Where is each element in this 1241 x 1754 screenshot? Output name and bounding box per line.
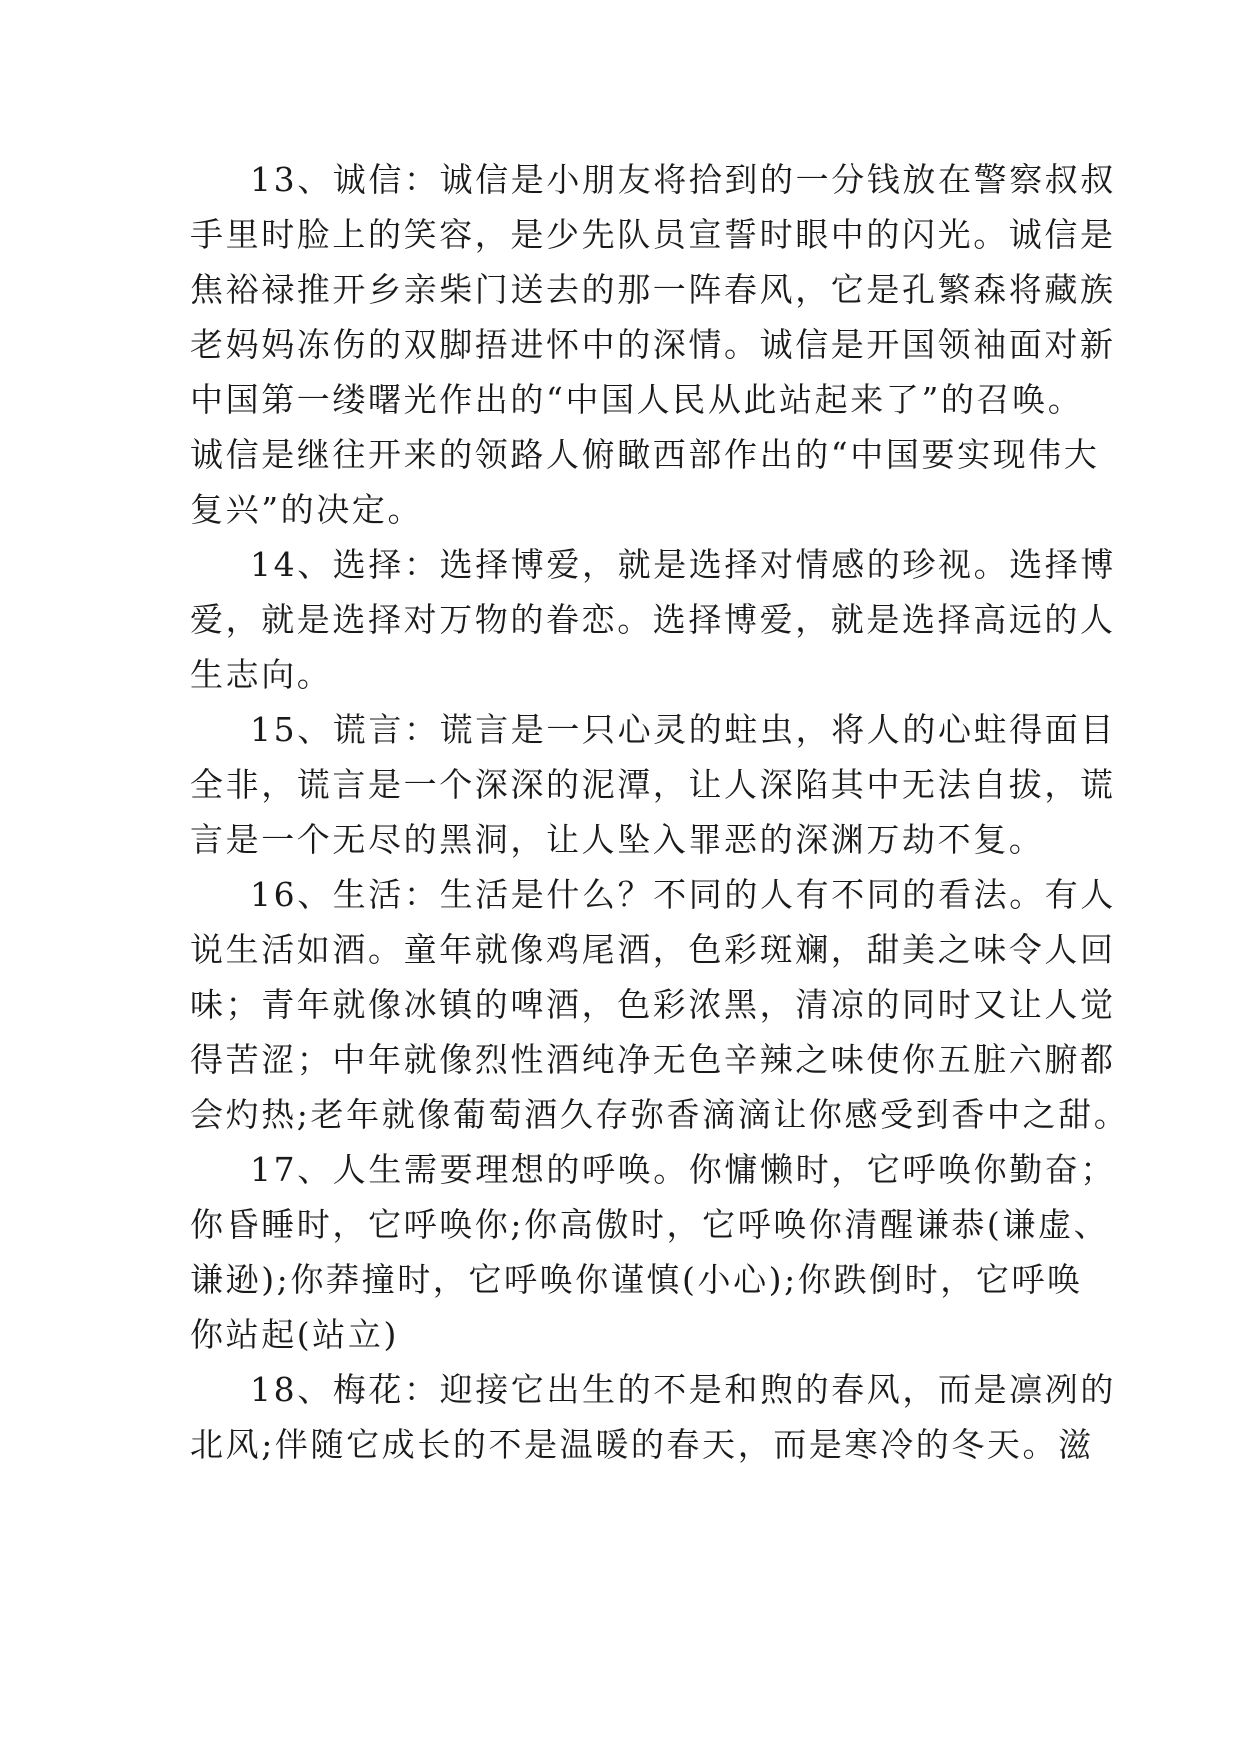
paragraph-15-line-1: 15、谎言：谎言是一只心灵的蛀虫，将人的心蛀得面目 bbox=[250, 710, 1116, 749]
paragraph-16-line-2: 说生活如酒。童年就像鸡尾酒，色彩斑斓，甜美之味令人回 bbox=[190, 930, 1116, 969]
paragraph-16-line-1: 16、生活：生活是什么？不同的人有不同的看法。有人 bbox=[250, 875, 1116, 914]
paragraph-13-line-6: 诚信是继往开来的领路人俯瞰西部作出的“中国要实现伟大 bbox=[190, 435, 1100, 474]
paragraph-13-line-2: 手里时脸上的笑容，是少先队员宣誓时眼中的闪光。诚信是 bbox=[190, 215, 1116, 254]
paragraph-15-line-3: 言是一个无尽的黑洞，让人坠入罪恶的深渊万劫不复。 bbox=[190, 820, 1045, 859]
paragraph-16-line-5: 会灼热;老年就像葡萄酒久存弥香滴滴让你感受到香中之甜。 bbox=[190, 1095, 1130, 1134]
paragraph-13-line-1: 13、诚信：诚信是小朋友将拾到的一分钱放在警察叔叔 bbox=[250, 160, 1116, 199]
paragraph-13-line-7: 复兴”的决定。 bbox=[190, 490, 424, 529]
paragraph-17-line-3: 谦逊);你莽撞时，它呼唤你谨慎(小心);你跌倒时，它呼唤 bbox=[190, 1260, 1083, 1299]
paragraph-14-line-2: 爱，就是选择对万物的眷恋。选择博爱，就是选择高远的人 bbox=[190, 600, 1116, 639]
paragraph-18-line-2: 北风;伴随它成长的不是温暖的春天，而是寒冷的冬天。滋 bbox=[190, 1425, 1094, 1464]
paragraph-16-line-3: 味；青年就像冰镇的啤酒，色彩浓黑，清凉的同时又让人觉 bbox=[190, 985, 1116, 1024]
paragraph-14-line-1: 14、选择：选择博爱，就是选择对情感的珍视。选择博 bbox=[250, 545, 1116, 584]
paragraph-17-line-2: 你昏睡时，它呼唤你;你高傲时，它呼唤你清醒谦恭(谦虚、 bbox=[190, 1205, 1110, 1244]
paragraph-16-line-4: 得苦涩；中年就像烈性酒纯净无色辛辣之味使你五脏六腑都 bbox=[190, 1040, 1116, 1079]
paragraph-18-line-1: 18、梅花：迎接它出生的不是和煦的春风，而是凛冽的 bbox=[250, 1370, 1116, 1409]
paragraph-15-line-2: 全非，谎言是一个深深的泥潭，让人深陷其中无法自拔，谎 bbox=[190, 765, 1116, 804]
paragraph-13-line-5: 中国第一缕曙光作出的“中国人民从此站起来了”的召唤。 bbox=[190, 380, 1084, 419]
paragraph-17-line-4: 你站起(站立) bbox=[190, 1315, 399, 1354]
paragraph-17-line-1: 17、人生需要理想的呼唤。你慵懒时，它呼唤你勤奋； bbox=[250, 1150, 1116, 1189]
paragraph-13-line-3: 焦裕禄推开乡亲柴门送去的那一阵春风，它是孔繁森将藏族 bbox=[190, 270, 1116, 309]
paragraph-13-line-4: 老妈妈冻伤的双脚捂进怀中的深情。诚信是开国领袖面对新 bbox=[190, 325, 1116, 364]
paragraph-14-line-3: 生志向。 bbox=[190, 655, 333, 694]
